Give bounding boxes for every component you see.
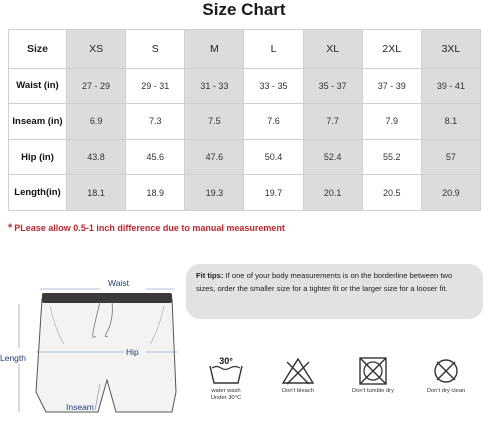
table-cell: 33 - 35: [244, 68, 303, 104]
size-header-cell: S: [126, 30, 185, 69]
tumble-caption: Don't tumble dry: [351, 388, 395, 394]
page-title: Size Chart: [202, 0, 286, 19]
table-cell: 37 - 39: [362, 68, 421, 104]
measurement-note: [8, 222, 285, 234]
table-cell: 20.5: [362, 175, 421, 211]
table-cell: 50.4: [244, 139, 303, 175]
wash-temp: 30°: [219, 356, 233, 366]
size-header-cell: XL: [303, 30, 362, 69]
row-label: Inseam (in): [9, 104, 67, 140]
table-cell: 7.9: [362, 104, 421, 140]
inseam-label: Inseam: [66, 402, 94, 412]
waist-label: Waist: [108, 278, 129, 288]
note-text: PLease allow 0.5-1 inch difference due to manual measurement: [14, 223, 285, 233]
table-cell: 8.1: [421, 104, 480, 140]
shorts-illustration: [0, 272, 185, 428]
shorts-diagram: [0, 272, 185, 428]
table-header-row: [9, 30, 481, 69]
table-row: [9, 139, 481, 175]
table-cell: 7.3: [126, 104, 185, 140]
table-cell: 7.7: [303, 104, 362, 140]
table-cell: 31 - 33: [185, 68, 244, 104]
wash-caption-1: water wash: [211, 388, 241, 394]
size-chart-table: [8, 29, 481, 211]
table-cell: 39 - 41: [421, 68, 480, 104]
no-bleach-icon: [281, 356, 315, 386]
table-cell: 7.5: [185, 104, 244, 140]
table-cell: 19.7: [244, 175, 303, 211]
table-row: [9, 68, 481, 104]
care-item-bleach: [268, 356, 328, 395]
hip-label: Hip: [126, 347, 139, 357]
fit-tips-label: Fit tips:: [196, 271, 224, 280]
table-cell: 18.9: [126, 175, 185, 211]
table-cell: 45.6: [126, 139, 185, 175]
size-header-cell: 3XL: [421, 30, 480, 69]
size-header-cell: L: [244, 30, 303, 69]
table-cell: 35 - 37: [303, 68, 362, 104]
table-cell: 20.9: [421, 175, 480, 211]
table-cell: 27 - 29: [67, 68, 126, 104]
fit-tips-text: If one of your body measurements is on the borderline between two sizes, order the smaller size for a tighter fit or the larger size for a looser fit.: [196, 271, 453, 293]
table-cell: 6.9: [67, 104, 126, 140]
table-row: [9, 175, 481, 211]
table-cell: 57: [421, 139, 480, 175]
row-label: Hip (in): [9, 139, 67, 175]
dryclean-caption: Don't dry clean: [426, 388, 466, 394]
table-cell: 7.6: [244, 104, 303, 140]
care-item-wash: [196, 356, 256, 402]
table-cell: 47.6: [185, 139, 244, 175]
fit-tips-box: [186, 264, 483, 319]
table-cell: 20.1: [303, 175, 362, 211]
size-header-cell: M: [185, 30, 244, 69]
note-star: *: [8, 222, 13, 234]
size-header-label: Size: [9, 30, 67, 69]
no-tumble-dry-icon: [356, 356, 390, 386]
row-label: Length(in): [9, 175, 67, 211]
table-cell: 43.8: [67, 139, 126, 175]
size-header-cell: 2XL: [362, 30, 421, 69]
length-label: Length: [0, 353, 26, 363]
wash-30-icon: [208, 356, 244, 386]
table-cell: 29 - 31: [126, 68, 185, 104]
table-cell: 52.4: [303, 139, 362, 175]
wash-caption: [196, 388, 256, 402]
bleach-caption: Don't bleach: [281, 388, 315, 394]
table-cell: 19.3: [185, 175, 244, 211]
wash-caption-2: Under 30°C: [210, 395, 242, 401]
table-cell: 18.1: [67, 175, 126, 211]
care-item-tumble: [343, 356, 403, 395]
care-item-dryclean: [416, 356, 476, 395]
row-label: Waist (in): [9, 68, 67, 104]
size-header-cell: XS: [67, 30, 126, 69]
table-row: [9, 104, 481, 140]
table-cell: 55.2: [362, 139, 421, 175]
no-dry-clean-icon: [429, 356, 463, 386]
